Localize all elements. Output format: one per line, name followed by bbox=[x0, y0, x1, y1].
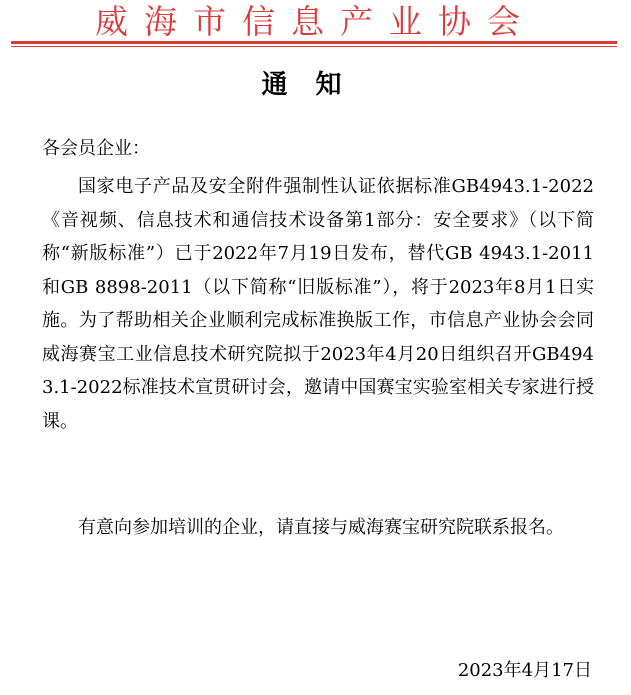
body-paragraph-2: 有意向参加培训的企业，请直接与威海赛宝研究院联系报名。 bbox=[78, 517, 564, 538]
letterhead bbox=[0, 0, 631, 50]
notice-title: 通知 bbox=[261, 70, 370, 100]
organization-name: 威海市信息产业协会 bbox=[95, 2, 536, 41]
body-paragraph-1: 国家电子产品及安全附件强制性认证依据标准GB4943.1-2022《音视频、信息技术和通信技术设备第1部分：安全要求》（以下简称“新版标准”）已于2022年7月19日发布，替代GB 4943.1-2011和GB 8898-2011（以下简称“旧版标准”），将于2023年8月1日实施。为了帮助相关企业顺利完成标准换版工作，市信息产业协会会同威海赛宝工业信息技术研究院拟于2023年4月20日组织召开GB4943.1-2022标准技术宣贯研讨会，邀请中国赛宝实验室相关专家进行授课。 bbox=[42, 176, 594, 432]
signature-date: 2023年4月17日 bbox=[457, 660, 592, 681]
salutation: 各会员企业： bbox=[42, 138, 150, 159]
letterhead-rule-thin bbox=[11, 46, 617, 47]
letterhead-rule-thick bbox=[11, 41, 617, 44]
